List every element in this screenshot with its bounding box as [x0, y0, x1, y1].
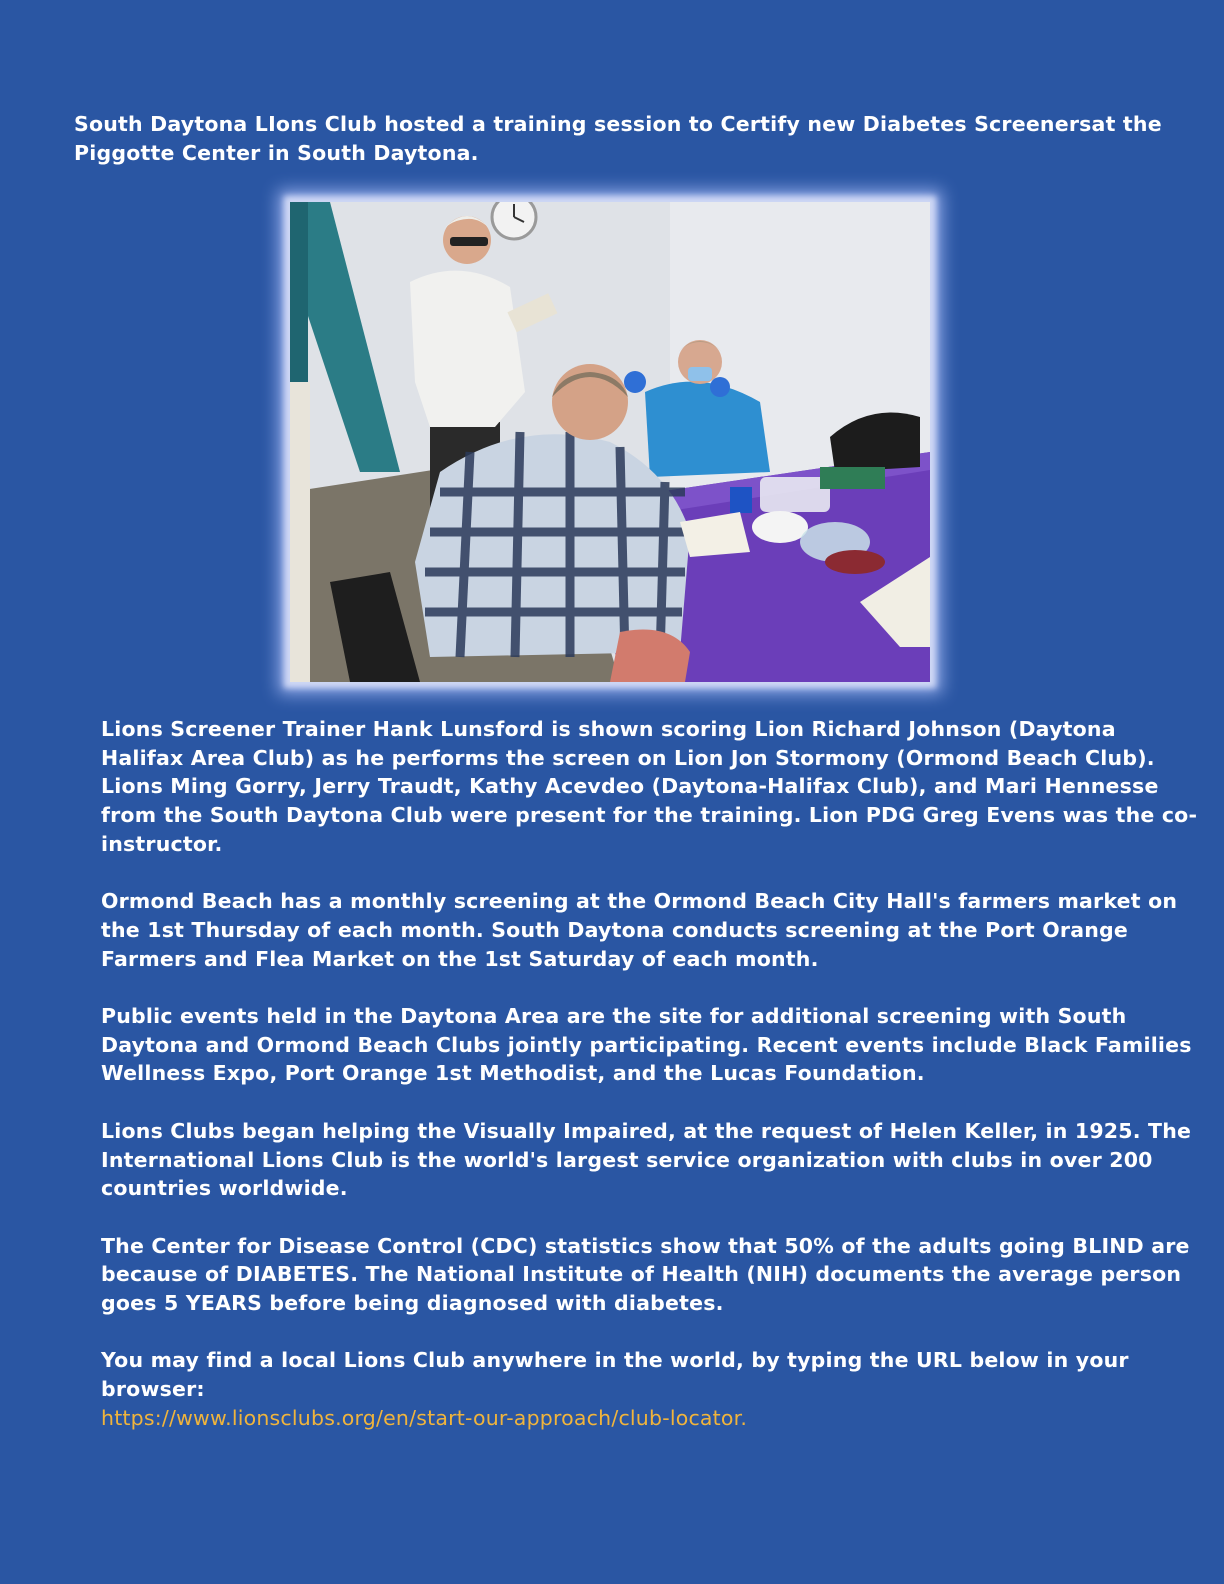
intro-text: South Daytona LIons Club hosted a training session to Certify new Diabetes Screenersat the Piggotte Center in South Daytona.: [74, 112, 1162, 165]
training-photo-illustration: [290, 202, 930, 682]
club-locator-text: You may find a local Lions Club anywhere in the world, by typing the URL below in your browser:: [101, 1348, 1129, 1402]
paragraph-screener-trainer: Lions Screener Trainer Hank Lunsford is shown scoring Lion Richard Johnson (Daytona Halifax Area Club) as he performs the screen on Lion Jon Stormony (Ormond Beach Club). Lions Ming Gorry, Jerry Traudt, Kathy Acevdeo (Daytona-Halifax Club), and Mari Hennesse from the South Daytona Club were present for the training. Lion PDG Greg Evens was the co-instructor.: [101, 717, 1198, 856]
training-photo: [290, 202, 930, 682]
paragraph-public-events: Public events held in the Daytona Area are the site for additional screening with South Daytona and Ormond Beach Clubs jointly participating. Recent events include Black Families Wellness Expo, Port Orange 1st Methodist, and the Lucas Foundation.: [101, 1004, 1192, 1086]
paragraph-club-locator: [101, 1346, 1201, 1432]
club-locator-link[interactable]: https://www.lionsclubs.org/en/start-our-approach/club-locator.: [101, 1405, 748, 1430]
paragraph-cdc-statistics: The Center for Disease Control (CDC) statistics show that 50% of the adults going BLIND are because of DIABETES. The National Institute of Health (NIH) documents the average person goes 5 YEARS before being diagnosed with diabetes.: [101, 1233, 1190, 1315]
article-body: [101, 715, 1201, 1433]
paragraph-monthly-screening: Ormond Beach has a monthly screening at the Ormond Beach City Hall's farmers market on the 1st Thursday of each month. South Daytona conducts screening at the Port Orange Farmers and Flea Market on the 1st Saturday of each month.: [101, 889, 1178, 971]
paragraph-lions-history: Lions Clubs began helping the Visually Impaired, at the request of Helen Keller, in 1925. The International Lions Club is the world's largest service organization with clubs in over 200 countries worldwide.: [101, 1118, 1192, 1201]
